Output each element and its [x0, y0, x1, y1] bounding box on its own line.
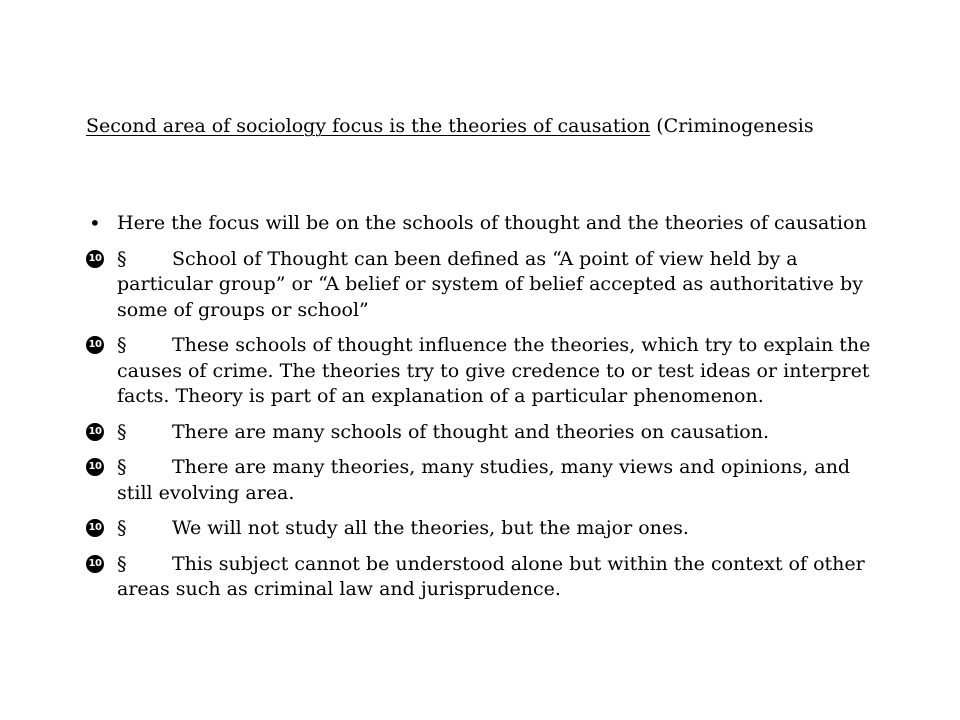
- numbered-circle-icon: 10: [86, 250, 104, 268]
- numbered-circle-icon: 10: [86, 555, 104, 573]
- bullet-text: Here the focus will be on the schools of thought and the theories of causation: [117, 212, 867, 234]
- section-sign: §: [117, 247, 127, 270]
- numbered-circle-icon: 10: [86, 336, 104, 354]
- section-sign: §: [117, 334, 127, 356]
- bullet-text: There are many schools of thought and theories on causation.: [172, 420, 770, 443]
- bullet-text: There are many theories, many studies, many views and opinions, and still evolving area.: [117, 456, 851, 504]
- bullet-item: [86, 420, 886, 446]
- bullet-item: [86, 333, 886, 410]
- section-sign: §: [117, 420, 127, 443]
- bullet-item: [86, 247, 886, 324]
- slide-title-underlined: Second area of sociology focus is the theories of causation: [86, 115, 651, 137]
- section-sign: §: [117, 456, 127, 478]
- bullet-list: [86, 211, 886, 613]
- numbered-circle-icon: 10: [86, 458, 104, 476]
- bullet-item: [86, 552, 886, 603]
- bullet-dot-icon: •: [89, 211, 101, 235]
- section-sign: §: [117, 517, 127, 539]
- slide-title-rest: (Criminogenesis: [650, 115, 814, 137]
- bullet-text: School of Thought can been defined as “A point of view held by a particular group” or “A belief or system of belief accepted as authoritative by some of groups or school”: [117, 247, 863, 321]
- bullet-text: This subject cannot be understood alone but within the context of other areas such as criminal law and jurisprudence.: [117, 552, 865, 600]
- bullet-item: [86, 516, 886, 542]
- numbered-circle-icon: 10: [86, 519, 104, 537]
- bullet-text: These schools of thought influence the theories, which try to explain the causes of crime. The theories try to give credence to or test ideas or interpret facts. Theory is part of an explanation of a particular phenomenon.: [117, 334, 871, 407]
- section-sign: §: [117, 552, 127, 575]
- slide-title: [86, 113, 946, 139]
- bullet-text: We will not study all the theories, but the major ones.: [172, 517, 689, 539]
- bullet-item: [86, 455, 886, 506]
- bullet-item: [86, 211, 886, 237]
- numbered-circle-icon: 10: [86, 423, 104, 441]
